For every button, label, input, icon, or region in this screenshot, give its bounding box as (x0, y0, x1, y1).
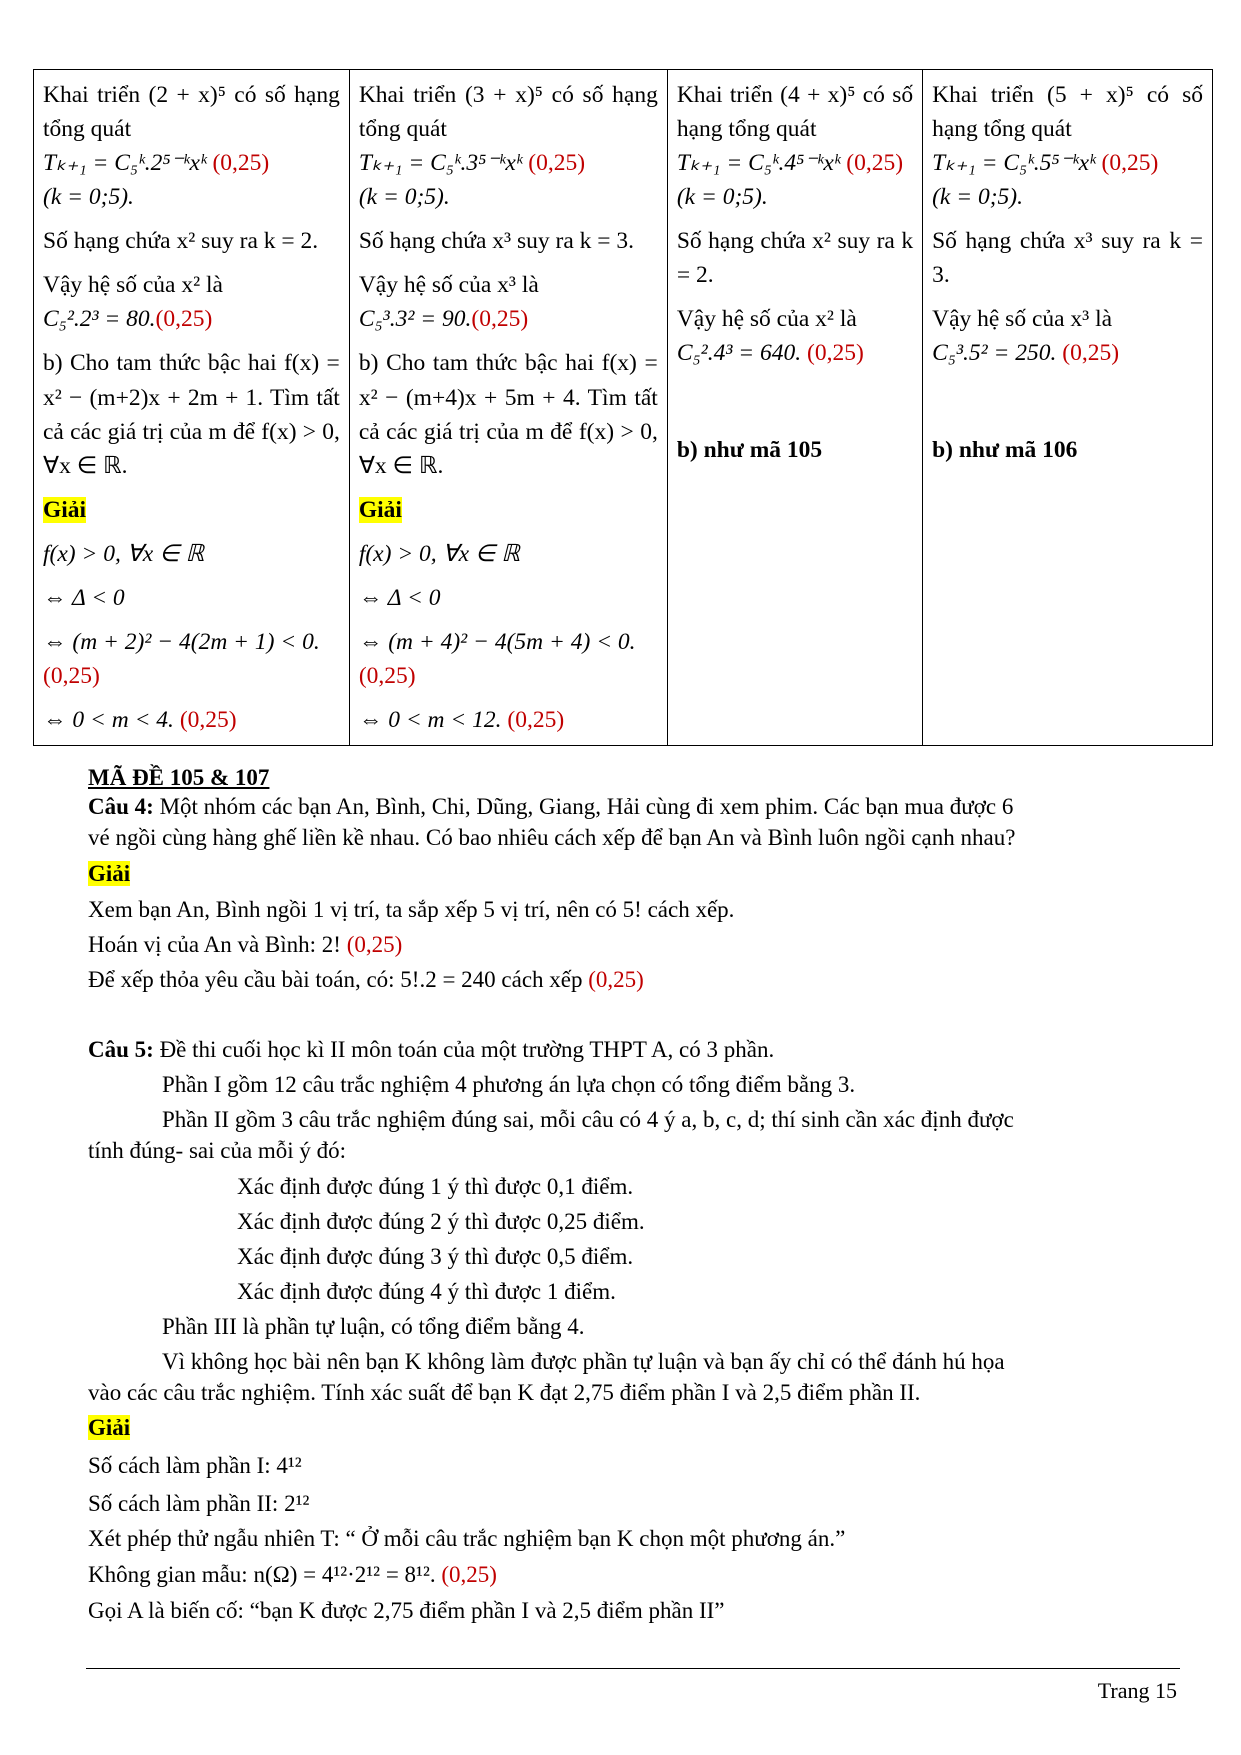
rule-line: Xác định được đúng 2 ý thì được 0,25 điểm. (237, 1209, 645, 1234)
question-text: vé ngồi cùng hàng ghế liền kề nhau. Có bao nhiêu cách xếp để bạn An và Bình luôn ngồi cạnh nhau? (88, 825, 1016, 850)
solution-step: f(x) > 0, ∀x ∈ ℝ (358, 540, 520, 567)
section-heading: MÃ ĐỀ 105 & 107 (88, 765, 270, 790)
rule-line: Xác định được đúng 4 ý thì được 1 điểm. (237, 1279, 616, 1304)
table-cell-code-3 (667, 70, 922, 746)
coefficient-formula: C₅³.5² = 250. (932, 340, 1057, 367)
coefficient-formula: C₅².4³ = 640. (676, 340, 802, 367)
coefficient-formula: C₅².2³ = 80. (43, 306, 156, 333)
table-cell-code-2 (349, 70, 667, 746)
score: (0,25) (212, 150, 270, 177)
question-body (88, 795, 1178, 1655)
score: (0,25) (1101, 150, 1159, 177)
k-range: (k = 0;5). (676, 184, 768, 211)
question-text: Phần II gồm 3 câu trắc nghiệm đúng sai, mỗi câu có 4 ý a, b, c, d; thí sinh cần xác định được (162, 1107, 1014, 1132)
general-term: Tₖ₊₁ = C₅ᵏ.5⁵⁻ᵏxᵏ (932, 150, 1096, 177)
table-row (34, 70, 1213, 746)
solution-step: ⇔ (m + 2)² − 4(2m + 1) < 0. (43, 628, 320, 655)
solution-step: f(x) > 0, ∀x ∈ ℝ (43, 540, 205, 567)
page-number: Trang 15 (1097, 1678, 1177, 1703)
coefficient-text: Vậy hệ số của x² là (676, 306, 857, 333)
score: (0,25) (588, 967, 644, 992)
expansion-text: Khai triển (4 + x)⁵ có số hạng tổng quát (676, 82, 914, 143)
score: (0,25) (1062, 340, 1120, 367)
part-b-reference: b) như mã 105 (676, 436, 823, 463)
solution-step: ⇔ 0 < m < 4. (43, 707, 174, 733)
question-label: Câu 4: (88, 794, 154, 819)
score: (0,25) (358, 662, 416, 689)
answer-line: Hoán vị của An và Bình: 2! (88, 932, 341, 957)
score: (0,25) (807, 340, 864, 367)
coefficient-text: Vậy hệ số của x² là (43, 272, 223, 299)
k-range: (k = 0;5). (43, 184, 134, 211)
coefficient-text: Vậy hệ số của x³ là (932, 306, 1113, 333)
score: (0,25) (346, 932, 403, 957)
question-text: Vì không học bài nên bạn K không làm được phần tự luận và bạn ấy chỉ có thể đánh hú họa (162, 1349, 1005, 1374)
k-range: (k = 0;5). (932, 184, 1023, 211)
table-cell-code-4 (923, 70, 1213, 746)
score: (0,25) (43, 662, 100, 689)
score: (0,25) (179, 707, 237, 733)
answer-line: Xem bạn An, Bình ngồi 1 vị trí, ta sắp xếp 5 vị trí, nên có 5! cách xếp. (88, 897, 735, 922)
solution-step: ⇔ 0 < m < 12. (358, 707, 502, 733)
term-condition: Số hạng chứa x² suy ra k = 2. (43, 228, 319, 255)
expansion-text: Khai triển (2 + x)⁵ có số hạng tổng quát (43, 82, 340, 143)
expansion-text: Khai triển (5 + x)⁵ có số hạng tổng quát (932, 82, 1203, 143)
solution-label: Giải (358, 496, 402, 523)
footer-divider (86, 1668, 1180, 1669)
answer-line: Số cách làm phần I: 4¹² (88, 1453, 302, 1478)
solution-label: Giải (43, 496, 87, 523)
general-term: Tₖ₊₁ = C₅ᵏ.2⁵⁻ᵏxᵏ (43, 150, 207, 177)
answer-line: Để xếp thỏa yêu cầu bài toán, có: 5!.2 = 240 cách xếp (88, 967, 583, 992)
term-condition: Số hạng chứa x² suy ra k = 2. (676, 228, 914, 289)
question-text: Đề thi cuối học kì II môn toán của một trường THPT A, có 3 phần. (153, 1037, 775, 1062)
question-text: Phần I gồm 12 câu trắc nghiệm 4 phương án lựa chọn có tổng điểm bằng 3. (162, 1072, 856, 1097)
rule-line: Xác định được đúng 3 ý thì được 0,5 điểm. (237, 1244, 634, 1269)
answer-line: Số cách làm phần II: 2¹² (88, 1491, 310, 1516)
answer-line: Không gian mẫu: n(Ω) = 4¹²·2¹² = 8¹². (88, 1562, 436, 1587)
expansion-text: Khai triển (3 + x)⁵ có số hạng tổng quát (358, 82, 658, 143)
score: (0,25) (441, 1562, 497, 1587)
coefficient-text: Vậy hệ số của x³ là (358, 272, 539, 299)
solution-label: Giải (88, 861, 131, 886)
solution-step: ⇔ Δ < 0 (43, 584, 125, 611)
score: (0,25) (528, 150, 586, 177)
question-text: Một nhóm các bạn An, Bình, Chi, Dũng, Giang, Hải cùng đi xem phim. Các bạn mua được 6 (153, 794, 1014, 819)
answer-line: Xét phép thử ngẫu nhiên T: “ Ở mỗi câu trắc nghiệm bạn K chọn một phương án.” (88, 1526, 846, 1551)
general-term: Tₖ₊₁ = C₅ᵏ.3⁵⁻ᵏxᵏ (358, 150, 523, 177)
question-text: vào các câu trắc nghiệm. Tính xác suất để bạn K đạt 2,75 điểm phần I và 2,5 điểm phần II. (88, 1380, 921, 1405)
term-condition: Số hạng chứa x³ suy ra k = 3. (932, 228, 1203, 289)
question-text: Phần III là phần tự luận, có tổng điểm bằng 4. (162, 1314, 585, 1339)
k-range: (k = 0;5). (358, 184, 450, 211)
score: (0,25) (846, 150, 904, 177)
rule-line: Xác định được đúng 1 ý thì được 0,1 điểm. (237, 1174, 634, 1199)
score: (0,25) (507, 707, 565, 733)
question-label: Câu 5: (88, 1037, 154, 1062)
part-b-question: b) Cho tam thức bậc hai f(x) = x² − (m+4)x + 5m + 4. Tìm tất cả các giá trị của m để f(x) > 0, ∀x ∈ ℝ. (358, 350, 658, 479)
part-b-reference: b) như mã 106 (932, 436, 1078, 463)
general-term: Tₖ₊₁ = C₅ᵏ.4⁵⁻ᵏxᵏ (676, 150, 841, 177)
answer-line: Gọi A là biến cố: “bạn K được 2,75 điểm phần I và 2,5 điểm phần II” (88, 1598, 725, 1623)
score: (0,25) (155, 306, 213, 333)
term-condition: Số hạng chứa x³ suy ra k = 3. (358, 228, 635, 255)
solution-label: Giải (88, 1415, 131, 1440)
score: (0,25) (471, 306, 529, 333)
part-b-question: b) Cho tam thức bậc hai f(x) = x² − (m+2)x + 2m + 1. Tìm tất cả các giá trị của m để f(x) > 0, ∀x ∈ ℝ. (43, 350, 340, 479)
solution-step: ⇔ (m + 4)² − 4(5m + 4) < 0. (358, 628, 636, 655)
answer-table (33, 69, 1213, 746)
question-text: tính đúng- sai của mỗi ý đó: (88, 1138, 347, 1163)
table-cell-code-1 (34, 70, 350, 746)
solution-step: ⇔ Δ < 0 (358, 584, 441, 611)
coefficient-formula: C₅³.3² = 90. (358, 306, 472, 333)
